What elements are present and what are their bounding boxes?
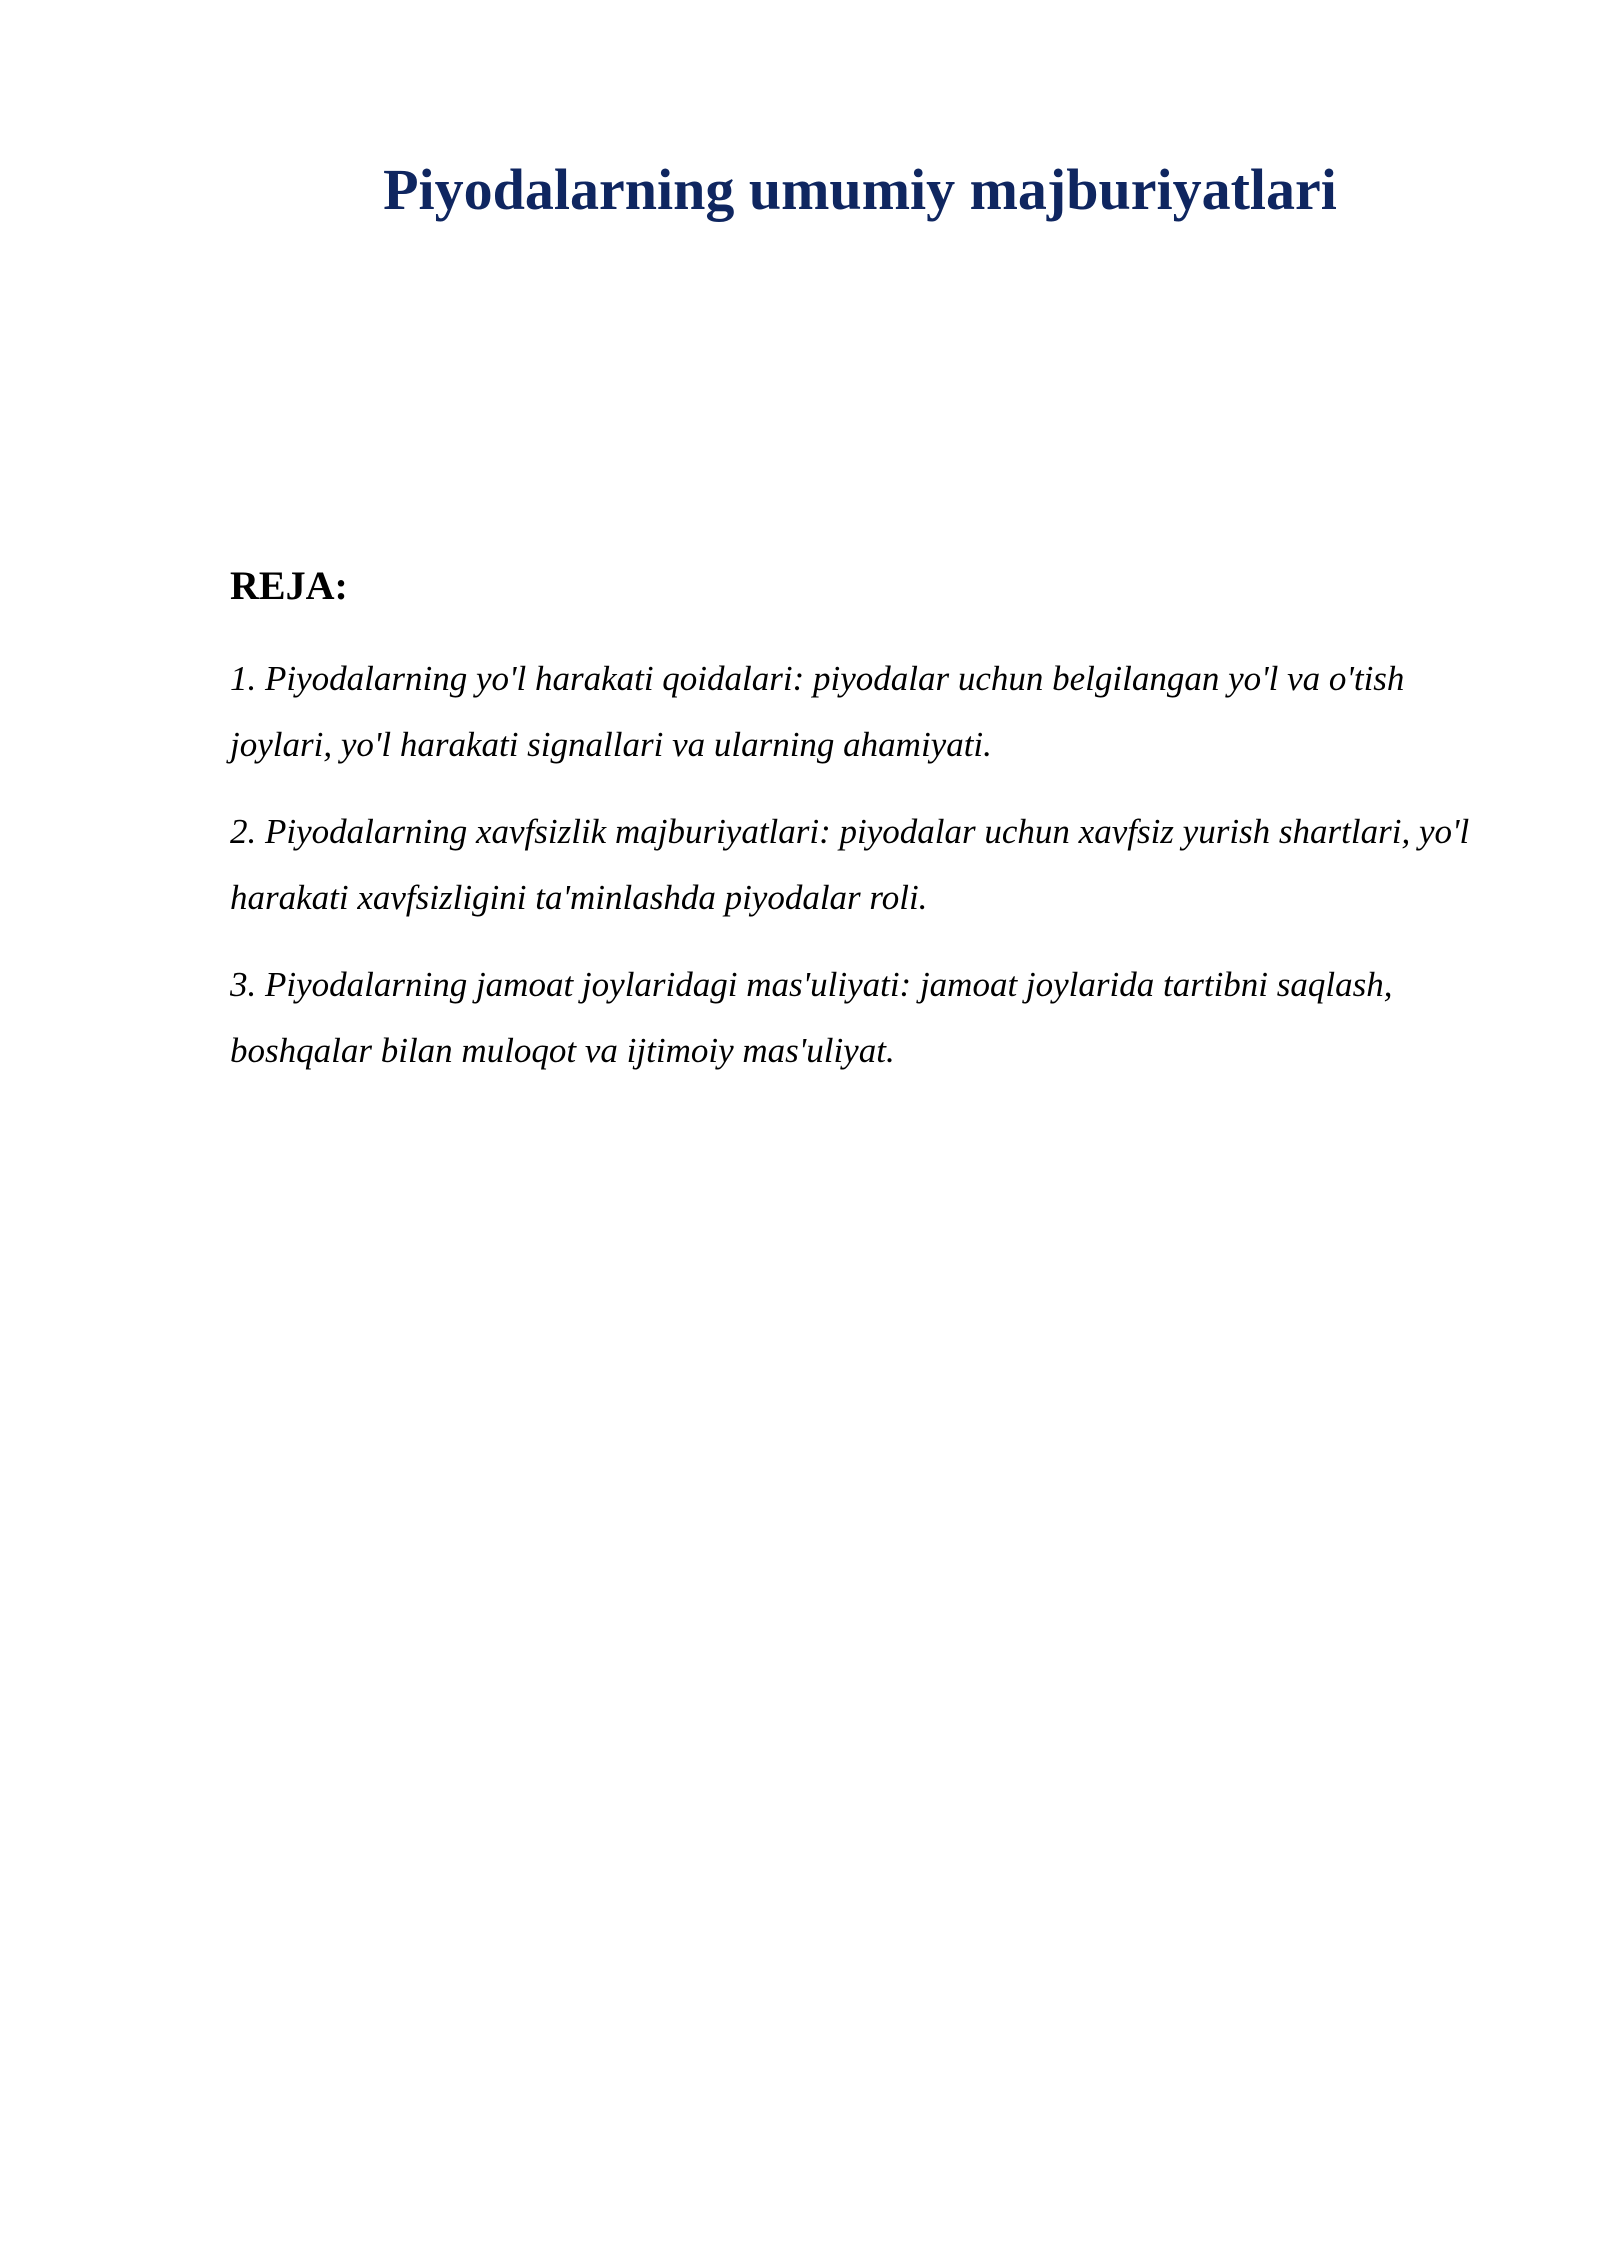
document-title: Piyodalarning umumiy majburiyatlari (383, 157, 1337, 222)
plan-item-3: 3. Piyodalarning jamoat joylaridagi mas'uliyati: jamoat joylarida tartibni saqlash, boshqalar bilan muloqot va ijtimoiy mas'uliyat. (230, 965, 1393, 1070)
plan-item-2: 2. Piyodalarning xavfsizlik majburiyatlari: piyodalar uchun xavfsiz yurish shartlari, yo'l harakati xavfsizligini ta'minlashda piyodalar roli. (230, 812, 1470, 917)
plan-list (230, 646, 1500, 1105)
plan-heading: REJA: (230, 563, 348, 608)
plan-item-1: 1. Piyodalarning yo'l harakati qoidalari: piyodalar uchun belgilangan yo'l va o'tish joylari, yo'l harakati signallari va ularning ahamiyati. (230, 659, 1405, 764)
